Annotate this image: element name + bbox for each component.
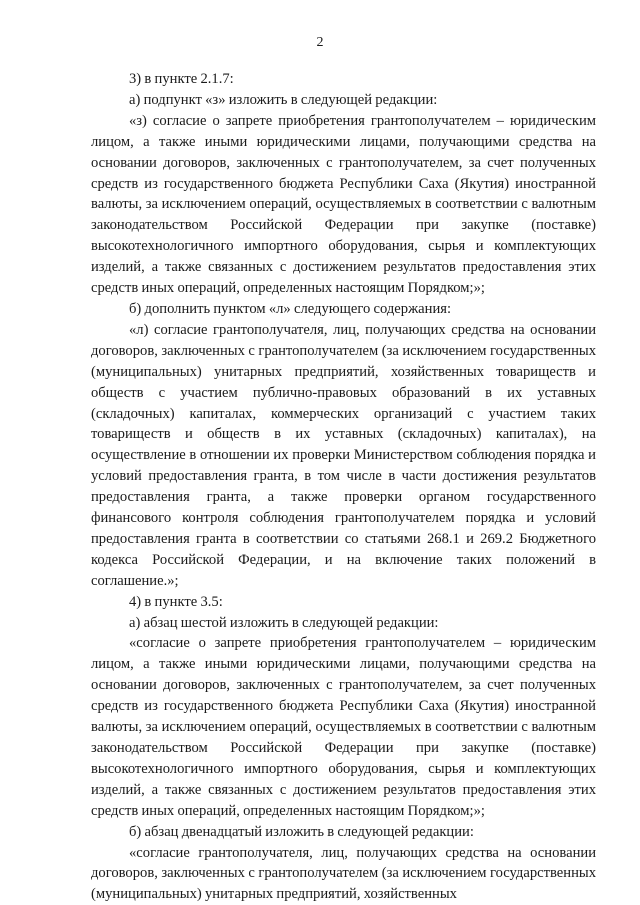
document-body [91,69,596,905]
paragraph-quoted-consent-1: «согласие о запрете приобретения грантополучателем – юридическим лицом, а также иными юридическими лицами, получающими средства на основании договоров, заключенных с грантополучателем, за счет полученных средств из государственного бюджета Республики Саха (Якутия) иностранной валюты, за исключением операций, осуществляемых в соответствии с валютным законодательством Российской Федерации при закупке (поставке) высокотехнологичного импортного оборудования, сырья и комплектующих изделий, а также связанных с достижением результатов предоставления этих средств иных операций, определенных настоящим Порядком;»; [91,635,596,819]
paragraph-subitem-b: б) дополнить пунктом «л» следующего содержания: [129,300,452,317]
paragraph-subitem-a: а) подпункт «з» изложить в следующей редакции: [129,91,438,108]
paragraph-item-3: 3) в пункте 2.1.7: [129,71,234,87]
paragraph-quoted-consent-2: «согласие грантополучателя, лиц, получающих средства на основании договоров, заключенных с грантополучателем (за исключением государственных (муниципальных) унитарных предприятий, хозяйственных [91,844,596,903]
paragraph-item-4: 4) в пункте 3.5: [129,593,223,610]
paragraph-quoted-l: «л) согласие грантополучателя, лиц, получающих средства на основании договоров, заключенных с грантополучателем (за исключением государственных (муниципальных) унитарных предприятий, хозяйственных товариществ и обществ с участием публично-правовых образований в их уставных (складочных) капиталах, коммерческих организаций с участием таких товариществ и обществ в их уставных (складочных) капиталах), на осуществление в отношении их проверки Министерством соблюдения порядка и условий предоставления гранта, в том числе в части достижения результатов предоставления гранта, а также проверки органом государственного финансового контроля соблюдения грантополучателем порядка и условий предоставления гранта в соответствии со статьями 268.1 и 269.2 Бюджетного кодекса Российской Федерации, и на включение таких положений в соглашение.»; [91,321,596,589]
paragraph-subitem-a-2: а) абзац шестой изложить в следующей редакции: [129,614,439,631]
paragraph-quoted-z: «з) согласие о запрете приобретения грантополучателем – юридическим лицом, а также иными юридическими лицами, получающими средства на основании договоров, заключенных с грантополучателем, за счет полученных средств из государственного бюджета Республики Саха (Якутия) иностранной валюты, за исключением операций, осуществляемых в соответствии с валютным законодательством Российской Федерации при закупке (поставке) высокотехнологичного импортного оборудования, сырья и комплектующих изделий, а также связанных с достижением результатов предоставления этих средств иных операций, определенных настоящим Порядком;»; [91,112,596,297]
page-number: 2 [316,35,324,50]
paragraph-subitem-b-2: б) абзац двенадцатый изложить в следующей редакции: [129,823,474,840]
